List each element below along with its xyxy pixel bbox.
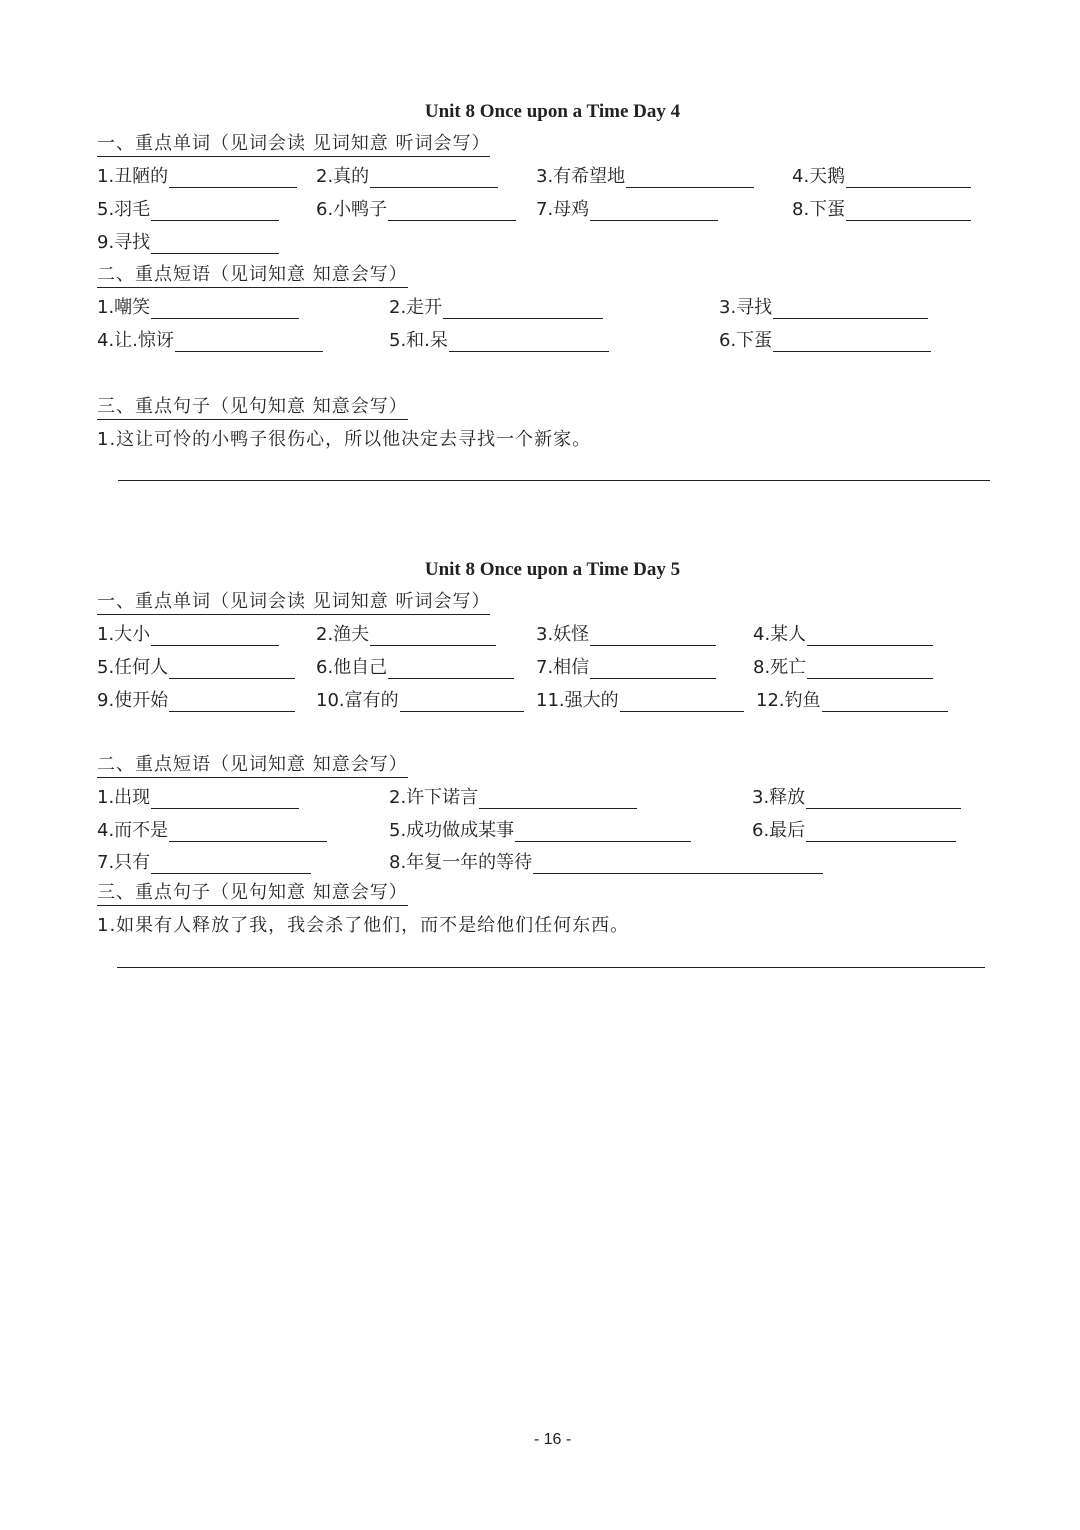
- answer-blank[interactable]: [590, 660, 716, 679]
- day4-phrase-item: 2.走开: [389, 297, 603, 319]
- answer-blank[interactable]: [449, 333, 609, 352]
- day5-word-item: 5.任何人: [97, 657, 295, 679]
- day5-word-item: 12.钓鱼: [756, 690, 948, 712]
- day4-word-item: 1.丑陋的: [97, 166, 297, 188]
- day5-word-item: 6.他自己: [316, 657, 514, 679]
- day5-word-item: 2.渔夫: [316, 624, 496, 646]
- answer-blank[interactable]: [846, 169, 971, 188]
- day5-word-item: 4.某人: [753, 624, 933, 646]
- answer-blank[interactable]: [151, 235, 279, 254]
- answer-blank[interactable]: [773, 300, 928, 319]
- day5-phrase-item: 5.成功做成某事: [389, 820, 691, 842]
- day5-sentence: 1.如果有人释放了我，我会杀了他们，而不是给他们任何东西。: [97, 915, 630, 936]
- answer-blank[interactable]: [151, 627, 279, 646]
- day5-phrase-item: 3.释放: [752, 787, 961, 809]
- answer-blank[interactable]: [388, 202, 516, 221]
- day5-word-item: 1.大小: [97, 624, 279, 646]
- day5-word-item: 11.强大的: [536, 690, 744, 712]
- answer-blank[interactable]: [822, 693, 948, 712]
- answer-blank[interactable]: [533, 855, 823, 874]
- day4-phrase-item: 3.寻找: [719, 297, 928, 319]
- day4-word-item: 4.天鹅: [792, 166, 971, 188]
- day4-word-item: 3.有希望地: [536, 166, 754, 188]
- day4-word-item: 6.小鸭子: [316, 199, 516, 221]
- answer-blank[interactable]: [151, 790, 299, 809]
- answer-blank[interactable]: [846, 202, 971, 221]
- day4-word-item: 7.母鸡: [536, 199, 718, 221]
- day5-word-item: 8.死亡: [753, 657, 933, 679]
- day4-phrase-item: 4.让.惊讶: [97, 330, 323, 352]
- day4-phrase-item: 6.下蛋: [719, 330, 931, 352]
- day4-word-item: 9.寻找: [97, 232, 279, 254]
- answer-blank[interactable]: [169, 823, 327, 842]
- day5-phrase-item: 1.出现: [97, 787, 299, 809]
- answer-blank[interactable]: [151, 300, 299, 319]
- answer-blank[interactable]: [151, 202, 279, 221]
- day4-title: Unit 8 Once upon a Time Day 4: [424, 101, 681, 122]
- answer-blank[interactable]: [590, 627, 716, 646]
- day5-words-heading: 一、重点单词（见词会读 见词知意 听词会写）: [97, 591, 490, 615]
- day4-word-item: 2.真的: [316, 166, 498, 188]
- answer-blank[interactable]: [806, 823, 956, 842]
- day5-phrase-item: 8.年复一年的等待: [389, 852, 823, 874]
- answer-blank[interactable]: [626, 169, 754, 188]
- day5-word-item: 3.妖怪: [536, 624, 716, 646]
- answer-blank[interactable]: [169, 693, 295, 712]
- day4-sentence: 1.这让可怜的小鸭子很伤心，所以他决定去寻找一个新家。: [97, 429, 592, 450]
- day5-phrase-item: 6.最后: [752, 820, 956, 842]
- day5-phrase-item: 2.许下诺言: [389, 787, 637, 809]
- day5-title: Unit 8 Once upon a Time Day 5: [424, 559, 681, 580]
- answer-blank[interactable]: [806, 790, 961, 809]
- day5-sentences-heading: 三、重点句子（见句知意 知意会写）: [97, 882, 408, 906]
- answer-blank[interactable]: [620, 693, 744, 712]
- answer-blank[interactable]: [151, 855, 311, 874]
- answer-blank[interactable]: [443, 300, 603, 319]
- day5-word-item: 7.相信: [536, 657, 716, 679]
- day5-word-item: 10.富有的: [316, 690, 524, 712]
- day5-phrase-item: 4.而不是: [97, 820, 327, 842]
- answer-blank[interactable]: [773, 333, 931, 352]
- answer-blank[interactable]: [807, 660, 933, 679]
- day4-phrases-heading: 二、重点短语（见词知意 知意会写）: [97, 264, 408, 288]
- day4-words-heading: 一、重点单词（见词会读 见词知意 听词会写）: [97, 133, 490, 157]
- answer-blank[interactable]: [370, 627, 496, 646]
- day5-word-item: 9.使开始: [97, 690, 295, 712]
- answer-blank[interactable]: [370, 169, 498, 188]
- day4-phrase-item: 5.和.呆: [389, 330, 609, 352]
- answer-blank[interactable]: [388, 660, 514, 679]
- day5-phrase-item: 7.只有: [97, 852, 311, 874]
- page-number: - 16 -: [533, 1431, 572, 1448]
- answer-blank[interactable]: [479, 790, 637, 809]
- day4-word-item: 8.下蛋: [792, 199, 971, 221]
- answer-blank[interactable]: [807, 627, 933, 646]
- answer-blank[interactable]: [169, 660, 295, 679]
- answer-blank[interactable]: [515, 823, 691, 842]
- answer-blank[interactable]: [169, 169, 297, 188]
- day4-phrase-item: 1.嘲笑: [97, 297, 299, 319]
- answer-blank[interactable]: [590, 202, 718, 221]
- day4-sentences-heading: 三、重点句子（见句知意 知意会写）: [97, 396, 408, 420]
- answer-blank[interactable]: [400, 693, 524, 712]
- day5-sentence-answer-line[interactable]: [117, 967, 985, 968]
- day5-phrases-heading: 二、重点短语（见词知意 知意会写）: [97, 754, 408, 778]
- day4-sentence-answer-line[interactable]: [118, 480, 990, 481]
- day4-word-item: 5.羽毛: [97, 199, 279, 221]
- answer-blank[interactable]: [175, 333, 323, 352]
